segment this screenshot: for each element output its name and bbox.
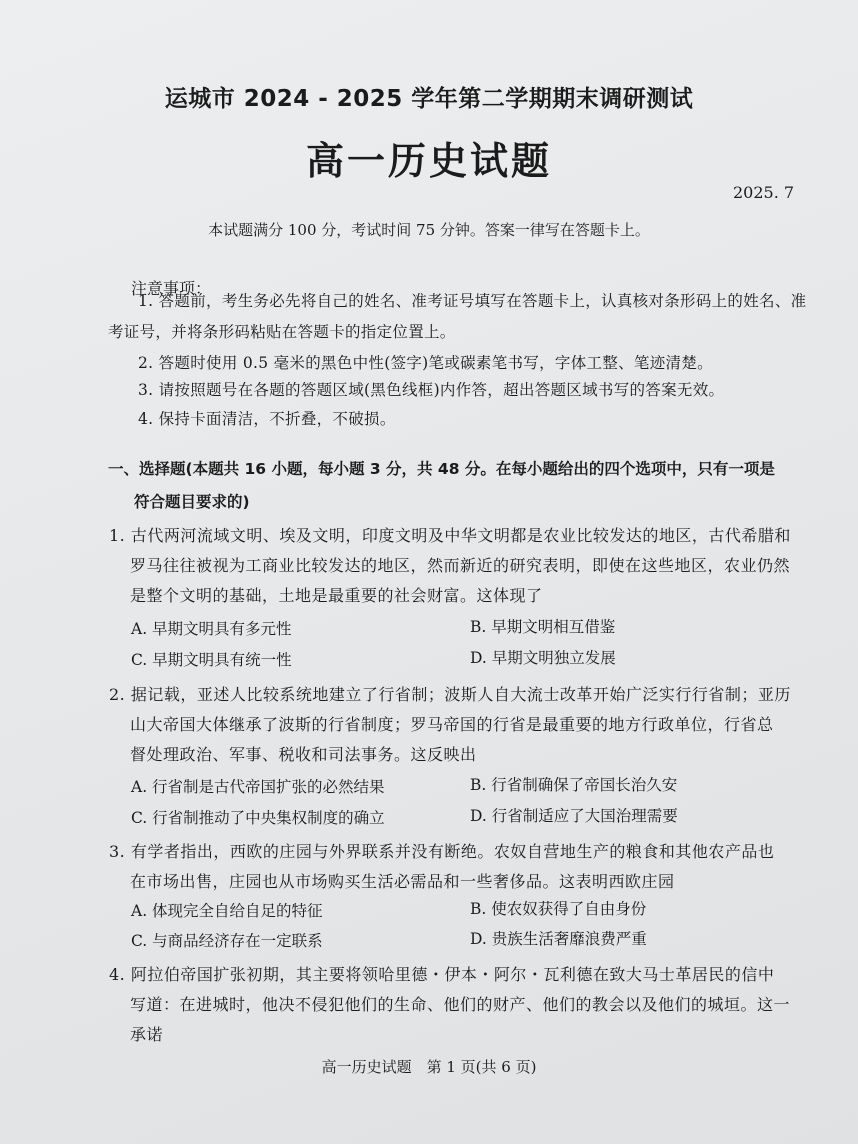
option-c: C. 早期文明具有统一性 <box>131 651 292 669</box>
section-heading-line: 符合题目要求的) <box>134 493 250 511</box>
note-item: 1. 答题前，考生务必先将自己的姓名、准考证号填写在答题卡上，认真核对条形码上的姓名、准考证号，并将条形码粘贴在答题卡的指定位置上。 <box>108 292 807 341</box>
option-a: A. 行省制是古代帝国扩张的必然结果 <box>131 778 385 796</box>
option-d: D. 贵族生活奢靡浪费严重 <box>470 930 647 948</box>
question-stem-line: 4. 阿拉伯帝国扩张初期，其主要将领哈里德・伊本・阿尔・瓦利德在致大马士革居民的信中 <box>109 965 775 984</box>
exam-header: 运城市 2024 - 2025 学年第二学期期末调研测试 <box>164 86 694 112</box>
section-heading-line: 一、选择题(本题共 16 小题，每小题 3 分，共 48 分。在每小题给出的四个选项中，只有一项是 <box>108 460 775 478</box>
question-2 <box>109 680 809 770</box>
option-a: A. 早期文明具有多元性 <box>131 620 292 638</box>
exam-title: 高一历史试题 <box>305 138 552 183</box>
question-stem-line: 是整个文明的基础，土地是最重要的社会财富。这体现了 <box>130 586 543 605</box>
question-stem-line: 督处理政治、军事、税收和司法事务。这反映出 <box>130 745 477 764</box>
option-b: B. 行省制确保了帝国长治久安 <box>470 776 678 794</box>
exam-date: 2025. 7 <box>733 183 795 202</box>
option-d: D. 行省制适应了大国治理需要 <box>470 807 678 825</box>
question-4 <box>109 960 809 1050</box>
option-c: C. 与商品经济存在一定联系 <box>131 932 323 950</box>
exam-info: 本试题满分 100 分，考试时间 75 分钟。答案一律写在答题卡上。 <box>208 221 650 239</box>
question-stem-line: 1. 古代两河流域文明、埃及文明，印度文明及中华文明都是农业比较发达的地区，古代希腊和 <box>109 526 791 545</box>
option-a: A. 体现完全自给自足的特征 <box>131 902 323 920</box>
note-item: 3. 请按照题号在各题的答题区域(黑色线框)内作答，超出答题区域书写的答案无效。 <box>138 381 725 399</box>
question-stem-line: 2. 据记载，亚述人比较系统地建立了行省制；波斯人自大流士改革开始广泛实行行省制；亚历 <box>109 685 791 704</box>
page-footer: 高一历史试题 第 1 页(共 6 页) <box>321 1058 537 1076</box>
question-stem-line: 3. 有学者指出，西欧的庄园与外界联系并没有断绝。农奴自营地生产的粮食和其他农产品也 <box>109 842 775 861</box>
option-c: C. 行省制推动了中央集权制度的确立 <box>131 809 385 827</box>
question-stem-line: 承诺 <box>130 1025 164 1044</box>
option-b: B. 早期文明相互借鉴 <box>470 618 616 636</box>
note-item: 2. 答题时使用 0.5 毫米的黑色中性(签字)笔或碳素笔书写，字体工整、笔迹清楚。 <box>138 354 713 372</box>
option-d: D. 早期文明独立发展 <box>470 649 616 667</box>
notes-heading: 注意事项： <box>131 279 212 298</box>
question-stem-line: 在市场出售，庄园也从市场购买生活必需品和一些奢侈品。这表明西欧庄园 <box>130 872 675 891</box>
question-stem-line: 写道：在进城时，他决不侵犯他们的生命、他们的财产、他们的教会以及他们的城垣。这一 <box>130 995 791 1014</box>
question-3 <box>109 837 809 897</box>
section-heading <box>108 453 808 519</box>
question-1 <box>109 521 809 611</box>
question-stem-line: 山大帝国大体继承了波斯的行省制度；罗马帝国的行省是最重要的地方行政单位，行省总 <box>130 715 774 734</box>
option-b: B. 使农奴获得了自由身份 <box>470 900 647 918</box>
note-item: 4. 保持卡面清洁，不折叠，不破损。 <box>138 410 396 428</box>
question-stem-line: 罗马往往被视为工商业比较发达的地区，然而新近的研究表明，即使在这些地区，农业仍然 <box>130 556 791 575</box>
